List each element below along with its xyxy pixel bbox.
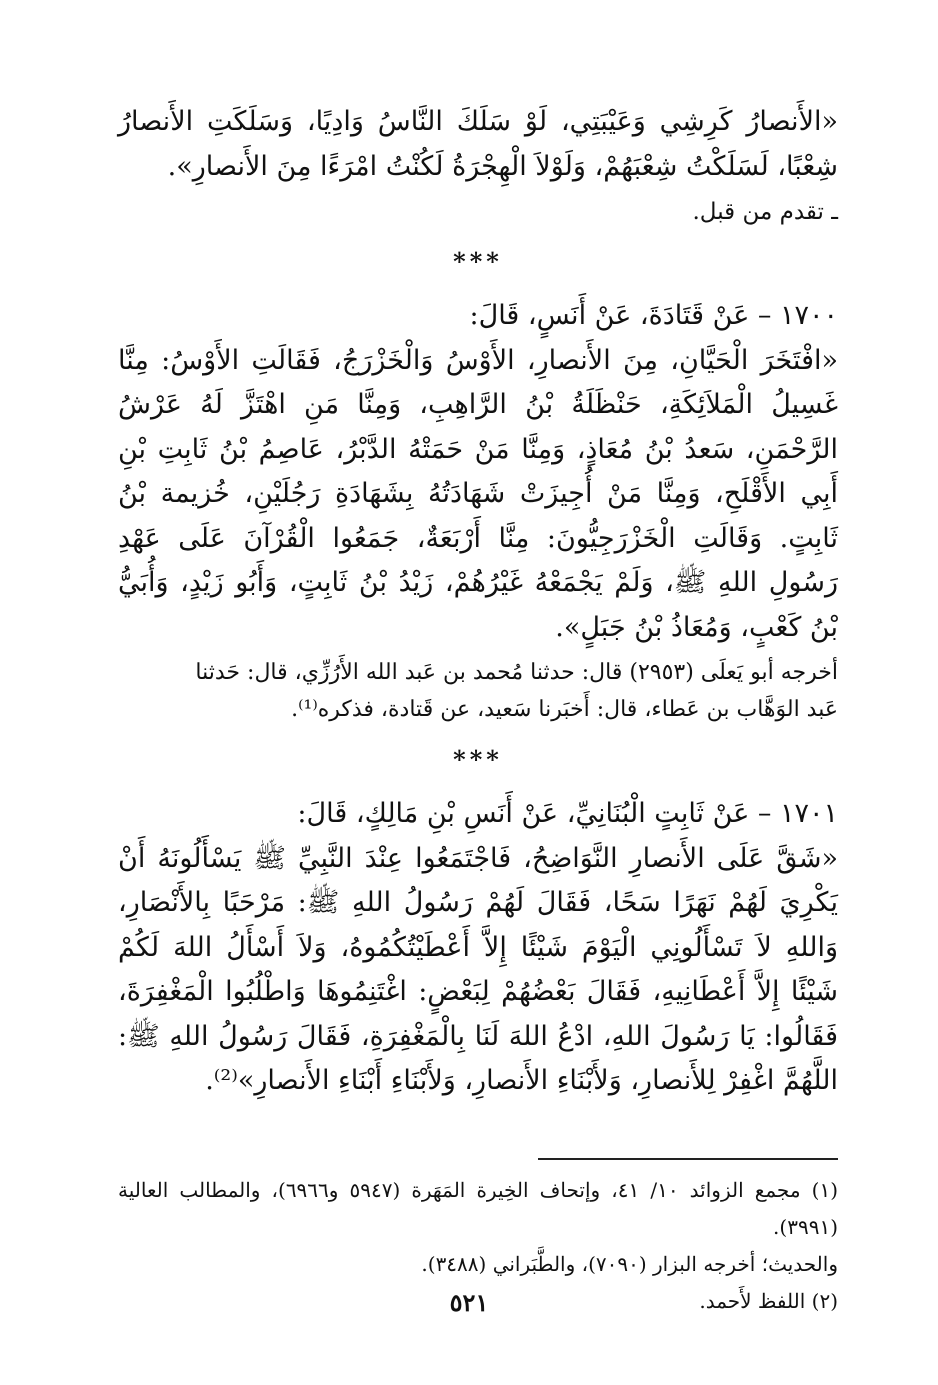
cross-reference-note: ـ تقدم من قبل. — [692, 199, 838, 225]
page-body — [118, 100, 838, 1320]
hadith-1701-text: «شَقَّ عَلَى الأَنصارِ النَّوَاضِحُ، فَاجْتَمَعُوا عِنْدَ النَّبِيِّ ﷺ يَسْأَلُونَهُ أَنْ يَكْرِيَ لَهُمْ نَهَرًا سَحًا، فَقَالَ لَهُمْ رَسُولُ اللهِ ﷺ: مَرْحَبًا بِالأَنْصَارِ، وَاللهِ لاَ تَسْأَلُونِي الْيَوْمَ شَيْئًا إِلاَّ أَعْطَيْتُكُمُوهُ، وَلاَ أَسْأَلُ اللهَ لَكُمْ شَيْئًا إِلاَّ أَعْطَانِيهِ، فَقَالَ بَعْضُهُمْ لِبَعْضٍ: اغْتَنِمُوهَا وَاطْلُبُوا الْمَغْفِرَةَ، فَقَالُوا: يَا رَسُولَ اللهِ، ادْعُ اللهَ لَنَا بِالْمَغْفِرَةِ، فَقَالَ رَسُولُ اللهِ ﷺ: اللَّهُمَّ اغْفِرْ لِلأَنصارِ، وَلأَبْنَاءِ الأَنصارِ، وَلأَبْنَاءِ أَبْنَاءِ الأَنصارِ»⁽²⁾. — [118, 842, 838, 1096]
footnote-1-cont: والحديث؛ أخرجه البزار (٧٠٩٠)، والطَّبَراني (٣٤٨٨). — [421, 1251, 838, 1276]
page-number: ٥٢١ — [449, 1288, 489, 1317]
hadith-1699-tail: «الأَنصارُ كَرِشِي وَعَيْبَتِي، لَوْ سَلَكَ النَّاسُ وَادِيًا، وَسَلَكَتِ الأَنصارُ شِعْبًا، لَسَلَكْتُ شِعْبَهُمْ، وَلَوْلاَ الْهِجْرَةُ لَكُنْتُ امْرَءًا مِنَ الأَنصارِ». — [118, 106, 838, 182]
hadith-1701-heading: ١٧٠١ – عَنْ ثَابِتٍ الْبُنَانِيِّ، عَنْ أَنَسِ بْنِ مَالِكٍ، قَالَ: — [297, 798, 838, 829]
hadith-1700-source-cont: عَبد الوَهَّاب بن عَطاء، قال: أَخبَرنا سَعيد، عن قَتادة، فذكره⁽¹⁾. — [291, 697, 838, 722]
section-separator: *** — [453, 247, 503, 276]
footnote-2: (٢) اللفظ لأَحمد. — [699, 1288, 838, 1313]
footnote-divider — [538, 1158, 838, 1160]
hadith-1700-text: «افْتَخَرَ الْحَيَّانِ، مِنَ الأَنصارِ، الأَوْسُ وَالْخَزْرَجُ، فَقَالَتِ الأَوْسُ: مِنَّا غَسِيلُ الْمَلاَئِكَةِ، حَنْظَلَةُ بْنُ الرَّاهِبِ، وَمِنَّا مَنِ اهْتَزَّ لَهُ عَرْشُ الرَّحْمَنِ، سَعدُ بْنُ مُعَاذٍ، وَمِنَّا مَنْ حَمَتْهُ الدَّبْرُ، عَاصِمُ بْنُ ثَابِتِ بْنِ أَبِي الأَقْلَحِ، وَمِنَّا مَنْ أُجِيزَتْ شَهَادَتُهُ بِشَهَادَةِ رَجُلَيْنِ، خُزيمة بْنُ ثَابِتٍ. وَقَالَتِ الْخَزْرَجِيُّونَ: مِنَّا أَرْبَعَةٌ، جَمَعُوا الْقُرْآنَ عَلَى عَهْدِ رَسُولِ اللهِ ﷺ، وَلَمْ يَجْمَعْهُ غَيْرُهُمْ، زَيْدُ بْنُ ثَابِتٍ، وَأَبُو زَيْدٍ، وَأُبَيُّ بْنُ كَعْبٍ، وَمُعَاذُ بْنُ جَبَلٍ». — [118, 344, 838, 643]
hadith-1700-source: أخرجه أبو يَعلَى (٢٩٥٣) قال: حدثنا مُحمد بن عَبد الله الأَرُزِّي، قال: حَدثنا — [195, 660, 838, 685]
main-text — [118, 100, 838, 1104]
section-separator: *** — [453, 745, 503, 774]
hadith-1700-heading: ١٧٠٠ – عَنْ قَتَادَةَ، عَنْ أَنَسٍ، قَالَ: — [469, 300, 838, 331]
footnote-1: (١) مجمع الزوائد ١٠/ ٤١، وإتحاف الخِيرة المَهَرة (٥٩٤٧ و٦٩٦٦)، والمطالب العالية (٣٩٩١). — [118, 1177, 839, 1239]
